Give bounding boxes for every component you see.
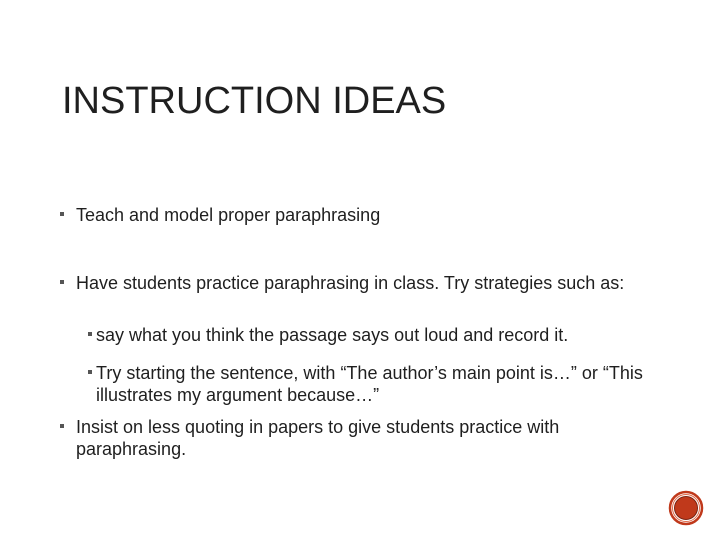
bullet-marker-icon <box>60 212 64 216</box>
bullet-text: Have students practice paraphrasing in class. Try strategies such as: <box>76 273 625 293</box>
bullet-marker-icon <box>60 424 64 428</box>
bullet-text: Teach and model proper paraphrasing <box>76 205 381 225</box>
sub-bullet-item <box>88 362 668 406</box>
sub-bullet-text: Try starting the sentence, with “The author’s main point is…” or “This illustrates my argument because…” <box>96 363 643 405</box>
sub-bullet-item <box>88 324 668 346</box>
slide-title: INSTRUCTION IDEAS <box>62 80 447 122</box>
bullet-item <box>60 272 660 294</box>
slide-nav-button[interactable] <box>668 490 704 526</box>
sub-bullet-marker-icon <box>88 370 92 374</box>
sub-bullet-text: say what you think the passage says out loud and record it. <box>96 325 569 345</box>
bullet-item <box>60 416 660 460</box>
bullet-text: Insist on less quoting in papers to give students practice with paraphrasing. <box>76 417 560 459</box>
bullet-item <box>60 204 650 226</box>
circle-button-icon <box>668 490 704 526</box>
sub-bullet-marker-icon <box>88 332 92 336</box>
bullet-marker-icon <box>60 280 64 284</box>
